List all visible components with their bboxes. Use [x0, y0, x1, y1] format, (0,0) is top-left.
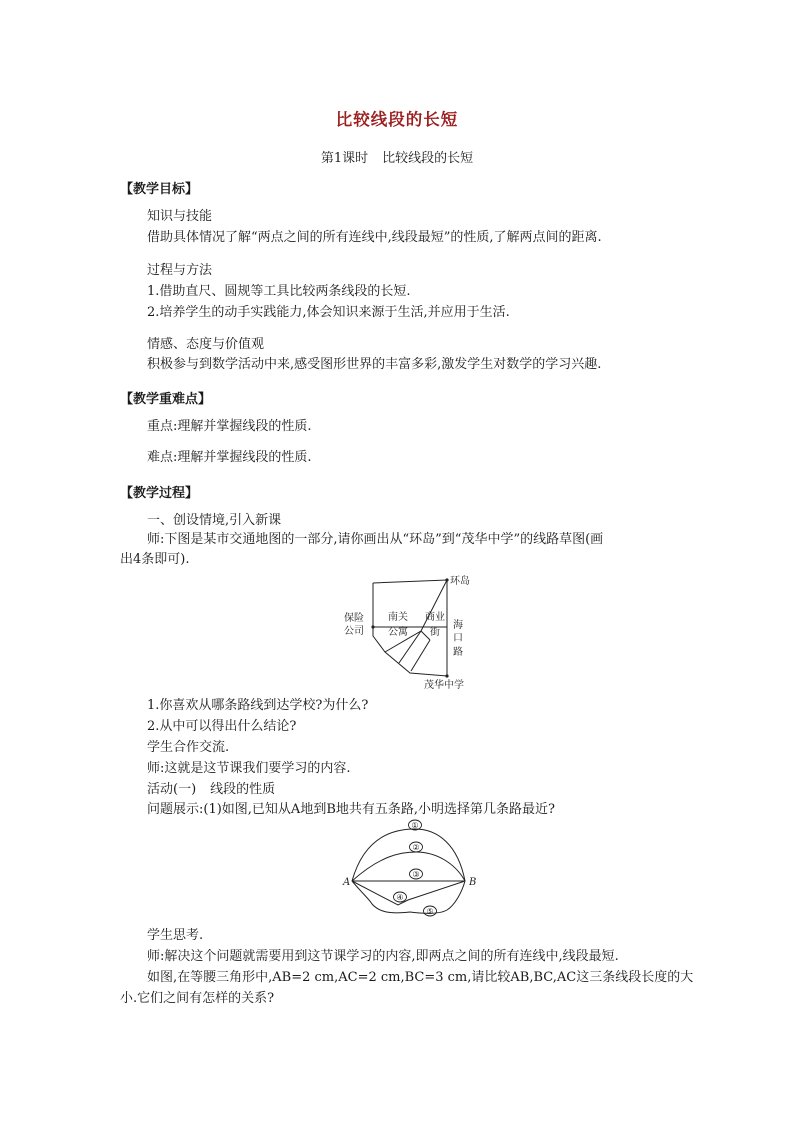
map-label-shangye-2: 街: [430, 627, 440, 638]
teacher-statement-3: 师:解决这个问题就需要用到这节课学习的内容,即两点之间的所有连线中,线段最短.: [147, 949, 619, 964]
method-item-2: 2.培养学生的动手实践能力,体会知识来源于生活,并应用于生活.: [147, 305, 510, 320]
route-label-5: ⑤: [426, 907, 434, 916]
map-diagonal-road-4: [411, 640, 430, 671]
map-label-haikou-2: 口: [453, 633, 463, 644]
question-2: 2.从中可以得出什么结论?: [147, 719, 297, 734]
map-diagonal-road-1: [421, 580, 447, 631]
activity-title: 线段的性质: [210, 782, 276, 797]
lesson-subtitle: [0, 147, 794, 166]
focus-point: 重点:理解并掌握线段的性质.: [147, 419, 312, 434]
students-think: 学生思考.: [147, 928, 204, 943]
map-label-huandao: 环岛: [450, 576, 470, 587]
route-4-path: [352, 881, 465, 905]
map-label-nanguan-2: 公寓: [388, 627, 408, 638]
traffic-map-figure: [335, 573, 485, 693]
activity-heading: [147, 780, 275, 800]
triangle-question-line1: 如图,在等腰三角形中,AB=2 cm,AC=2 cm,BC=3 cm,请比较AB,BC,AC这三条线段长度的大: [147, 970, 694, 985]
knowledge-text: 借助具体情况了解“两点之间的所有连线中,线段最短”的性质,了解两点间的距离.: [147, 230, 602, 245]
map-label-haikou-1: 海: [453, 620, 463, 631]
method-item-1: 1.借助直尺、圆规等工具比较两条线段的长短.: [147, 284, 411, 299]
section-heading-process: 【教学过程】: [120, 486, 199, 501]
route-5-path: [352, 881, 465, 913]
route-label-3: ③: [412, 870, 420, 879]
map-label-maohua: 茂华中学: [424, 680, 464, 691]
map-short-road: [421, 631, 430, 640]
map-point-huandao: [445, 578, 448, 581]
point-b-label: B: [469, 877, 477, 888]
attitude-text: 积极参与到数学活动中来,感受图形世界的丰富多彩,激发学生对数学的学习兴趣.: [147, 357, 602, 372]
difficulty-point: 难点:理解并掌握线段的性质.: [147, 450, 312, 465]
question-1: 1.你喜欢从哪条路线到达学校?为什么?: [147, 698, 369, 713]
attitude-heading: 情感、态度与价值观: [147, 337, 265, 352]
part1-heading: 一、创设情境,引入新课: [147, 513, 282, 528]
map-point-maohua: [445, 674, 448, 677]
route-label-4: ④: [396, 893, 404, 902]
lesson-number: 第1课时: [320, 151, 369, 166]
map-point-baoxian: [371, 625, 374, 628]
map-label-baoxian-2: 公司: [344, 626, 364, 637]
teacher-intro-line2: 出4条即可).: [120, 552, 190, 567]
point-a-label: A: [343, 877, 351, 888]
route-2-path: [352, 852, 465, 881]
section-heading-goals: 【教学目标】: [120, 182, 199, 197]
map-label-shangye-1: 商业: [425, 612, 445, 623]
route-label-2: ②: [412, 843, 420, 852]
route-1-path: [352, 829, 465, 881]
route-label-1: ①: [411, 821, 419, 830]
five-routes-figure: [340, 818, 490, 923]
teacher-intro-line1: 师:下图是某市交通地图的一部分,请你画出从“环岛”到“茂华中学”的线路草图(画: [147, 532, 604, 547]
triangle-question-line2: 小.它们之间有怎样的关系?: [120, 991, 275, 1006]
map-label-nanguan-1: 南关: [388, 612, 408, 623]
teacher-statement-2: 师:这就是这节课我们要学习的内容.: [147, 761, 351, 776]
section-heading-key-points: 【教学重难点】: [120, 392, 212, 407]
map-label-haikou-3: 路: [453, 647, 463, 658]
page-title: 比较线段的长短: [335, 110, 459, 129]
activity-label: 活动(一): [147, 782, 197, 797]
knowledge-heading: 知识与技能: [147, 209, 213, 224]
lesson-topic: 比较线段的长短: [382, 151, 474, 166]
problem-statement: 问题展示:(1)如图,已知从A地到B地共有五条路,小明选择第几条路最近?: [147, 802, 555, 817]
students-discuss: 学生合作交流.: [147, 740, 230, 755]
map-label-baoxian-1: 保险: [344, 613, 364, 624]
method-heading: 过程与方法: [147, 263, 213, 278]
